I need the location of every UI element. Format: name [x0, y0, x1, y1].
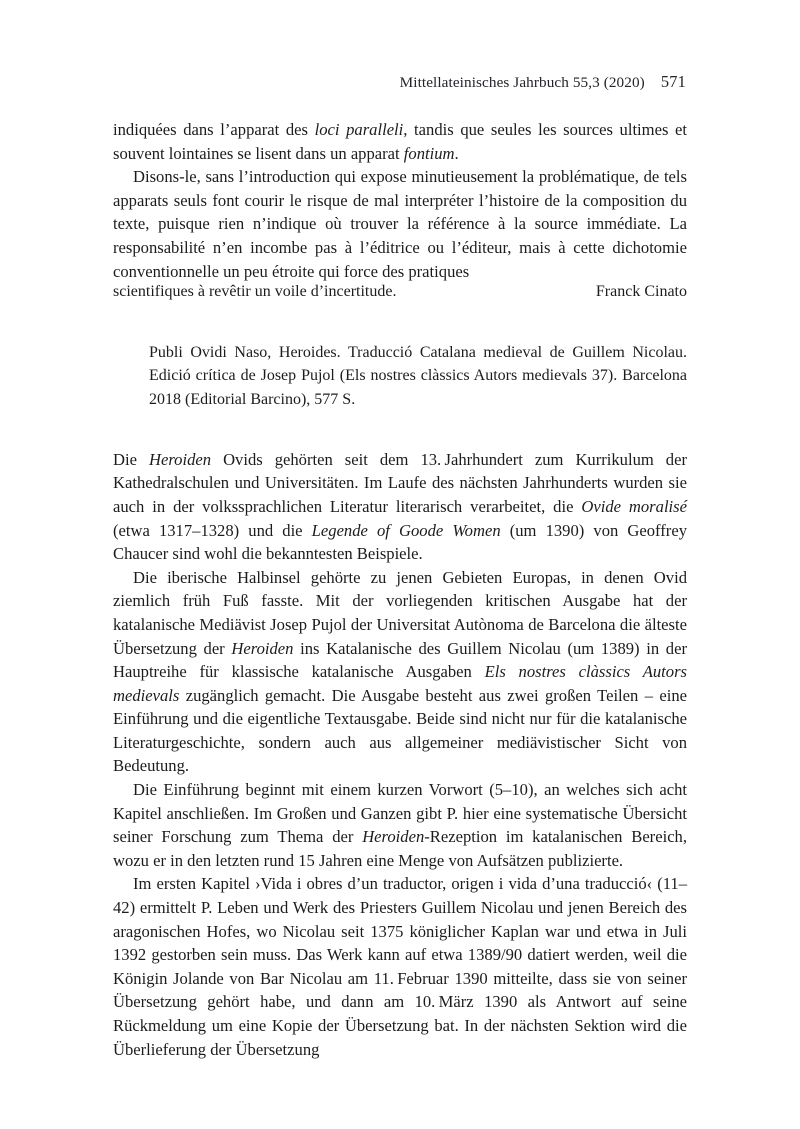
citation-block: [113, 341, 687, 411]
header-journal-title: Mittellateinisches Jahrbuch 55,3 (2020): [399, 74, 645, 91]
text-run: Die Einführung beginnt mit einem kurzen Vorwort (5–10), an welches sich acht Kapitel anschließen. Im Großen und Ganzen gibt P. hier eine systematische Übersicht seiner Forschung zum Thema der: [113, 780, 687, 847]
citation-text: Publi Ovidi Naso, Heroides. Traducció Catalana medieval de Guillem Nicolau. Edició crítica de Josep Pujol (Els nostres clàssics Autors medievals 37). Barcelona 2018 (Editorial Barcino), 577 S.: [149, 344, 687, 408]
text-run: Im ersten Kapitel ›Vida i obres d’un traductor, origen i vida d’una traducció‹ (11–42) ermittelt P. Leben und Werk des Priesters Guillem Nicolau und jenen Bereich des aragonischen Hofes, wo Nicolau seit 1375 königlicher Kaplan war und etwa in Juli 1392 gestorben sein muss. Das Werk kann auf etwa 1389/90 datiert werden, weil die Königin Jolande von Bar Nicolau am 11. Februar 1390 mitteilte, dass sie von seiner Übersetzung gehört habe, und dann am 10. März 1390 als Antwort auf seine Rückmeldung um eine Kopie der Übersetzung bat. In der nächsten Sektion wird die Überlieferung der Übersetzung: [113, 874, 687, 1059]
italic-els-nostres-classics: Els nostres clàssics Autors medievals: [113, 662, 687, 705]
text-run: Die: [113, 449, 149, 469]
italic-fontium: fontium: [403, 143, 455, 163]
text-run: zugänglich gemacht. Die Ausgabe besteht aus zwei großen Teilen – eine Einführung und die eigentliche Textausgabe. Beide sind nicht nur für die katalanische Literaturgeschichte, sondern auch aus allgemeiner mediävistischer Sicht von Bedeutung.: [113, 685, 687, 776]
italic-ovide-moralise: Ovide moralisé: [581, 496, 687, 516]
italic-legende-of-goode-women: Legende of Goode Women: [311, 520, 501, 540]
italic-loci-paralleli: loci paralleli: [314, 120, 404, 139]
signature-row: [113, 283, 687, 301]
paragraph-french-last-line: scientifiques à revêtir un voile d’incertitude.: [113, 283, 397, 301]
header-page-number: 571: [660, 72, 686, 91]
text-run: (etwa 1317–1328) und die: [113, 520, 312, 540]
text-run: , tandis que seules les sources ultimes et souvent lointaines se lisent dans un apparat: [113, 120, 688, 163]
paragraph-german-1: [113, 448, 687, 566]
text-run: Ovids gehörten seit dem 13. Jahrhundert zum Kurrikulum der Kathedralschulen und Universitäten. Im Laufe des nächsten Jahrhunderts wurden sie auch in der volkssprachlichen Literatur literarisch verarbeitet, die: [113, 449, 687, 516]
text-run: .: [454, 143, 459, 163]
italic-heroiden: Heroiden: [362, 827, 425, 847]
paragraph-french-main: [113, 165, 687, 283]
italic-heroiden: Heroiden: [148, 449, 212, 469]
spacer: [113, 301, 687, 341]
text-run: Die iberische Halbinsel gehörte zu jenen Gebieten Europas, in denen Ovid ziemlich früh Fuß fasste. Mit der vorliegenden kritischen Ausgabe hat der katalanische Mediävist Josep Pujol der Universitat Autònoma de Barcelona die älteste Übersetzung der: [113, 567, 687, 658]
paragraph-german-2: [113, 566, 687, 778]
text-run: indiquées dans l’apparat des: [113, 120, 315, 139]
text-run: -Rezeption im katalanischen Bereich, wozu er in den letzten rund 15 Jahren eine Menge von Aufsätzen publizierte.: [113, 827, 687, 870]
text-run: ins Katalanische des Guillem Nicolau (um 1389) in der Hauptreihe für klassische katalanische Ausgaben: [113, 638, 687, 682]
paragraph-german-3: [113, 778, 687, 872]
italic-heroiden: Heroiden: [231, 638, 294, 658]
paragraph-french-continuation: [113, 118, 687, 165]
text-column: [113, 118, 687, 1061]
text-run: (um 1390) von Geoffrey Chaucer sind wohl die bekanntesten Beispiele.: [113, 520, 687, 564]
spacer: [113, 411, 687, 448]
reviewer-signature: Franck Cinato: [595, 283, 687, 301]
text-run: Disons-le, sans l’introduction qui expose minutieusement la problématique, de tels apparats seuls font courir le risque de mal interpréter l’histoire de la composition du texte, puisque rien n’indique où trouver la référence à la source immédiate. La responsabilité n’en incombe pas à l’éditrice ou l’éditeur, mais à cette dichotomie conventionnelle un peu étroite qui force des pratiques: [113, 167, 687, 281]
paragraph-german-4: [113, 872, 687, 1061]
running-header: [113, 72, 686, 92]
